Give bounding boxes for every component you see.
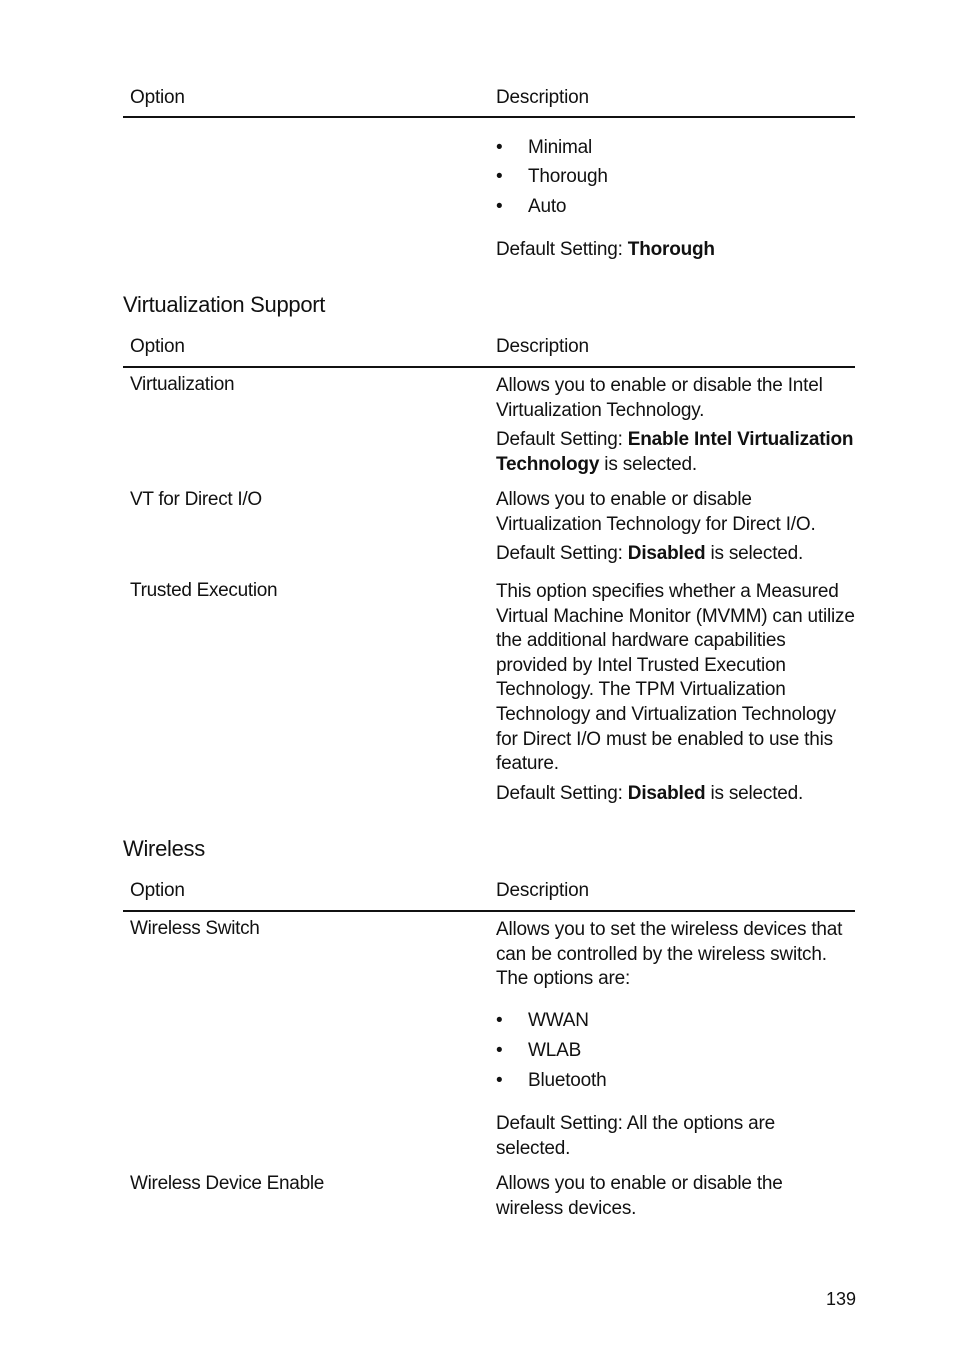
option-description: Allows you to enable or disable Virtualization Technology for Direct I/O. (496, 489, 816, 535)
table-header-option: Option (130, 880, 185, 901)
option-name: Virtualization (130, 374, 235, 395)
list-item: • Auto (496, 196, 567, 217)
default-setting: Default Setting: All the options are selected. (496, 1113, 776, 1159)
list-item: • Minimal (496, 137, 593, 158)
list-item: • WWAN (496, 1010, 589, 1031)
list-item: • WLAB (496, 1040, 582, 1061)
table-header-rule (123, 910, 855, 912)
table-header-description: Description (496, 87, 589, 108)
section-title-wireless: Wireless (123, 836, 205, 861)
bullet-icon: • (496, 137, 503, 158)
bullet-icon: • (496, 166, 503, 187)
section-title-virtualization: Virtualization Support (123, 292, 326, 317)
option-description: This option specifies whether a Measured Virtual Machine Monitor (MVMM) can utilize the additional hardware capabilities provided by Intel Trusted Execution Technology. The TPM Virtualization Technology and Virtualization Technology for Direct I/O must be enabled to use this feature. (496, 581, 855, 775)
bullet-icon: • (496, 1010, 503, 1031)
table-header-option: Option (130, 336, 185, 357)
option-description: Allows you to enable or disable the Intel Virtualization Technology. (496, 375, 823, 421)
table-header-option: Option (130, 87, 185, 108)
option-description: Allows you to enable or disable the wireless devices. (496, 1173, 783, 1219)
option-name: Trusted Execution (130, 580, 278, 601)
default-setting: Default Setting: Disabled is selected. (496, 543, 804, 564)
option-name: Wireless Device Enable (130, 1173, 325, 1194)
bullet-icon: • (496, 196, 503, 217)
table-header-description: Description (496, 336, 589, 357)
table-header-rule (123, 116, 855, 118)
default-setting: Default Setting: Thorough (496, 239, 715, 260)
bullet-icon: • (496, 1040, 503, 1061)
list-item: • Thorough (496, 166, 608, 187)
bullet-icon: • (496, 1070, 503, 1091)
default-setting: Default Setting: Enable Intel Virtualization Technology is selected. (496, 429, 854, 475)
list-item: • Bluetooth (496, 1070, 607, 1091)
table-header-rule (123, 366, 855, 368)
option-name: Wireless Switch (130, 918, 260, 939)
page-number: 139 (826, 1289, 857, 1309)
option-description: Allows you to set the wireless devices that can be controlled by the wireless switch. The options are: (496, 919, 843, 990)
table-header-description: Description (496, 880, 589, 901)
default-setting: Default Setting: Disabled is selected. (496, 783, 804, 804)
option-name: VT for Direct I/O (130, 489, 262, 510)
